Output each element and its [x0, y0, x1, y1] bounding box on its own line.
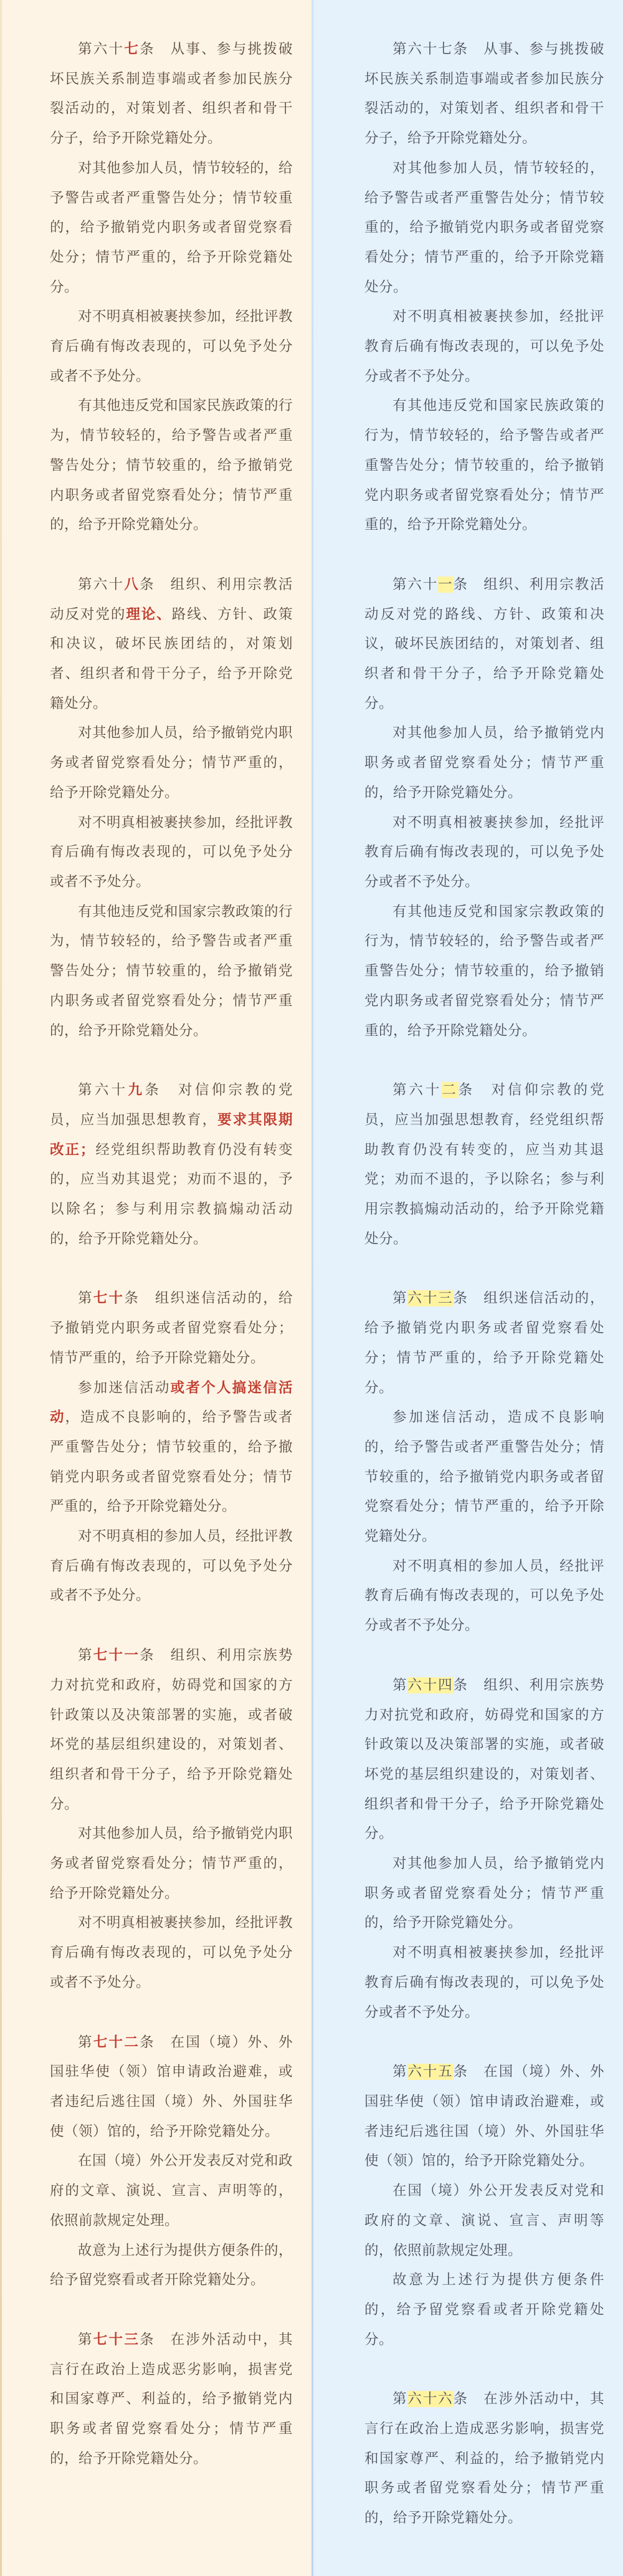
article-heading-paragraph: [364, 1671, 604, 1849]
right-article: [364, 570, 604, 1046]
article-paragraph: [50, 808, 293, 898]
right-article: [364, 1671, 604, 2028]
article-heading-paragraph: [50, 1284, 293, 1373]
right-column-old-text: [312, 0, 623, 2576]
text-run: 参加迷信活动: [78, 1379, 171, 1396]
article-heading-paragraph: [364, 2057, 604, 2176]
text-run: 对不明真相被裹挟参加，经批评教育后确有悔改表现的，可以免予处分或者不予处分。: [364, 1945, 604, 2021]
revised-text-highlight: 要求其限期改正；: [50, 1111, 293, 1158]
text-run: 有其他违反党和国家民族政策的行为，情节较轻的，给予警告或者严重警告处分；情节较重的，给予撤销党内职务或者留党察看处分；情节严重的，给予开除党籍处分。: [50, 398, 293, 534]
text-run: ，造成不良影响的，给予警告或者严重警告处分；情节较重的，给予撤销党内职务或者留党察看处分；情节严重的，给予开除党籍处分。: [50, 1409, 293, 1515]
article-heading-paragraph: [50, 2325, 293, 2474]
text-run: 条 组织迷信活动的，给予撤销党内职务或者留党察看处分；情节严重的，给予开除党籍处分。: [50, 1290, 293, 1366]
text-run: 对不明真相被裹挟参加，经批评教育后确有悔改表现的，可以免予处分或者不予处分。: [50, 309, 293, 385]
text-run: 条 在国（境）外、外国驻华使（领）馆申请政治避难，或者违纪后逃往国（境）外、外国驻华使（领）馆的，给予开除党籍处分。: [50, 2034, 293, 2140]
article-heading-paragraph: [364, 1076, 604, 1254]
article-paragraph: [50, 2147, 293, 2236]
right-article: [364, 35, 604, 540]
left-article: [50, 1641, 293, 1998]
text-run: 第: [78, 2331, 93, 2348]
text-run: 对不明真相被裹挟参加，经批评教育后确有悔改表现的，可以免予处分或者不予处分。: [50, 1915, 293, 1991]
revised-text-highlight: 七十一: [93, 1647, 140, 1664]
text-run: 路线、方针、政策和决议，破坏民族团结的，对策划者、组织者和骨干分子，给予开除党籍处分。: [50, 606, 293, 712]
text-run: 参加迷信活动，造成不良影响的，给予警告或者严重警告处分；情节较重的，给予撤销党内职务或者留党察看处分；情节严重的，给予开除党籍处分。: [364, 1409, 604, 1545]
article-paragraph: [364, 154, 604, 303]
text-run: 对不明真相的参加人员，经批评教育后确有悔改表现的，可以免予处分或者不予处分。: [50, 1528, 293, 1604]
text-run: 条 对信仰宗教的党员，应当加强思想教育，: [50, 1082, 293, 1128]
left-article: [50, 35, 293, 540]
changed-number-highlight: 六十三: [407, 1290, 454, 1307]
article-paragraph: [364, 391, 604, 540]
text-run: 第: [392, 2064, 408, 2080]
article-heading-paragraph: [364, 1284, 604, 1403]
article-paragraph: [50, 1374, 293, 1523]
article-heading-paragraph: [364, 2385, 604, 2534]
text-run: 经党组织帮助教育仍没有转变的，应当劝其退党；劝而不退的，予以除名；参与利用宗教搞煽动活动的，给予开除党籍处分。: [50, 1141, 293, 1247]
left-article: [50, 1284, 293, 1611]
right-article: [364, 1284, 604, 1640]
text-run: 第六十七条 从事、参与挑拨破坏民族关系制造事端或者参加民族分裂活动的，对策划者、组织者和骨干分子，给予开除党籍处分。: [364, 41, 604, 147]
left-article: [50, 2325, 293, 2474]
revised-text-highlight: 或者个人搞迷信活动: [50, 1379, 293, 1426]
text-run: 有其他违反党和国家宗教政策的行为，情节较轻的，给予警告或者严重警告处分；情节较重的，给予撤销党内职务或者留党察看处分；情节严重的，给予开除党籍处分。: [50, 903, 293, 1039]
revised-text-highlight: 七: [124, 41, 140, 57]
text-run: 对其他参加人员，给予撤销党内职务或者留党察看处分；情节严重的，给予开除党籍处分。: [364, 725, 604, 801]
article-paragraph: [364, 719, 604, 808]
article-paragraph: [364, 1403, 604, 1552]
text-run: 第六十: [78, 41, 125, 57]
article-paragraph: [364, 2176, 604, 2266]
article-paragraph: [50, 719, 293, 808]
text-run: 条 组织、利用宗族势力对抗党和政府，妨碍党和国家的方针政策以及决策部署的实施，或者破坏党的基层组织建设的，对策划者、组织者和骨干分子，给予开除党籍处分。: [50, 1647, 293, 1812]
text-run: 对其他参加人员，给予撤销党内职务或者留党察看处分；情节严重的，给予开除党籍处分。: [50, 1826, 293, 1902]
text-run: 条 在国（境）外、外国驻华使（领）馆申请政治避难，或者违纪后逃往国（境）外、外国驻华使（领）馆的，给予开除党籍处分。: [364, 2064, 604, 2170]
text-run: 第: [78, 1647, 93, 1664]
text-run: 第六十: [78, 1082, 128, 1099]
article-paragraph: [364, 2266, 604, 2355]
changed-number-highlight: 六十五: [407, 2064, 454, 2080]
article-paragraph: [50, 302, 293, 391]
changed-number-highlight: 二: [442, 1082, 459, 1099]
text-run: 条 组织迷信活动的，给予撤销党内职务或者留党察看处分；情节严重的，给予开除党籍处分。: [364, 1290, 604, 1396]
text-run: 对不明真相的参加人员，经批评教育后确有悔改表现的，可以免予处分或者不予处分。: [364, 1558, 604, 1634]
text-run: 第六十: [392, 576, 439, 593]
text-run: 故意为上述行为提供方便条件的，给予留党察看或者开除党籍处分。: [50, 2242, 293, 2289]
article-heading-paragraph: [50, 35, 293, 154]
text-run: 对不明真相被裹挟参加，经批评教育后确有悔改表现的，可以免予处分或者不予处分。: [50, 814, 293, 890]
article-paragraph: [50, 1908, 293, 1998]
text-run: 条 对信仰宗教的党员，应当加强思想教育，经党组织帮助教育仍没有转变的，应当劝其退党；劝而不退的，予以除名；参与利用宗教搞煽动活动的，给予开除党籍处分。: [364, 1082, 604, 1247]
article-paragraph: [364, 898, 604, 1046]
text-run: 条 组织、利用宗教活动反对党的路线、方针、政策和决议，破坏民族团结的，对策划者、组织者和骨干分子，给予开除党籍处分。: [364, 576, 604, 712]
right-article: [364, 2385, 604, 2534]
article-heading-paragraph: [50, 2028, 293, 2147]
text-run: 条 从事、参与挑拨破坏民族关系制造事端或者参加民族分裂活动的，对策划者、组织者和骨干分子，给予开除党籍处分。: [50, 41, 293, 147]
left-article: [50, 1076, 293, 1254]
article-paragraph: [364, 808, 604, 898]
text-run: 在国（境）外公开发表反对党和政府的文章、演说、宣言、声明等的，依照前款规定处理。: [364, 2183, 604, 2259]
text-run: 故意为上述行为提供方便条件的，给予留党察看或者开除党籍处分。: [364, 2272, 604, 2348]
text-run: 对其他参加人员，情节较轻的，给予警告或者严重警告处分；情节较重的，给予撤销党内职务或者留党察看处分；情节严重的，给予开除党籍处分。: [364, 160, 604, 295]
article-heading-paragraph: [364, 570, 604, 719]
article-paragraph: [50, 154, 293, 303]
article-paragraph: [50, 2236, 293, 2296]
text-run: 第: [392, 2391, 408, 2408]
text-run: 条 组织、利用宗教活动反对党的: [50, 576, 293, 623]
text-run: 有其他违反党和国家民族政策的行为，情节较轻的，给予警告或者严重警告处分；情节较重的，给予撤销党内职务或者留党察看处分；情节严重的，给予开除党籍处分。: [364, 398, 604, 534]
text-run: 在国（境）外公开发表反对党和政府的文章、演说、宣言、声明等的，依照前款规定处理。: [50, 2153, 293, 2229]
text-run: 第六十: [78, 576, 125, 593]
revised-text-highlight: 理论、: [126, 606, 172, 623]
right-article: [364, 1076, 604, 1254]
text-run: 第六十: [392, 1082, 442, 1099]
right-article: [364, 2057, 604, 2355]
article-paragraph: [364, 302, 604, 391]
text-run: 条 在涉外活动中，其言行在政治上造成恶劣影响，损害党和国家尊严、利益的，给予撤销党内职务或者留党察看处分；情节严重的，给予开除党籍处分。: [364, 2391, 604, 2527]
revised-text-highlight: 八: [124, 576, 140, 593]
article-paragraph: [364, 1552, 604, 1641]
text-run: 有其他违反党和国家宗教政策的行为，情节较轻的，给予警告或者严重警告处分；情节较重的，给予撤销党内职务或者留党察看处分；情节严重的，给予开除党籍处分。: [364, 903, 604, 1039]
text-run: 第: [392, 1290, 408, 1307]
text-run: 条 组织、利用宗族势力对抗党和政府，妨碍党和国家的方针政策以及决策部署的实施，或者破坏党的基层组织建设的，对策划者、组织者和骨干分子，给予开除党籍处分。: [364, 1677, 604, 1842]
article-paragraph: [364, 1938, 604, 2028]
left-article: [50, 2028, 293, 2296]
changed-number-highlight: 六十六: [407, 2391, 454, 2408]
revised-text-highlight: 七十: [93, 1290, 125, 1307]
changed-number-highlight: 一: [438, 576, 454, 593]
article-paragraph: [50, 1819, 293, 1908]
article-heading-paragraph: [50, 1641, 293, 1819]
text-run: 第: [78, 1290, 93, 1307]
text-run: 对不明真相被裹挟参加，经批评教育后确有悔改表现的，可以免予处分或者不予处分。: [364, 814, 604, 890]
text-run: 第: [392, 1677, 408, 1693]
text-run: 对其他参加人员，给予撤销党内职务或者留党察看处分；情节严重的，给予开除党籍处分。: [50, 725, 293, 801]
text-run: 条 在涉外活动中，其言行在政治上造成恶劣影响，损害党和国家尊严、利益的，给予撤销党内职务或者留党察看处分；情节严重的，给予开除党籍处分。: [50, 2331, 293, 2467]
article-paragraph: [50, 391, 293, 540]
changed-number-highlight: 六十四: [407, 1677, 454, 1693]
text-run: 对其他参加人员，给予撤销党内职务或者留党察看处分；情节严重的，给予开除党籍处分。: [364, 1855, 604, 1932]
text-run: 对不明真相被裹挟参加，经批评教育后确有悔改表现的，可以免予处分或者不予处分。: [364, 309, 604, 385]
text-run: 第: [78, 2034, 93, 2051]
article-heading-paragraph: [364, 35, 604, 154]
revised-text-highlight: 九: [128, 1082, 145, 1099]
article-heading-paragraph: [50, 1076, 293, 1254]
left-article: [50, 570, 293, 1046]
article-paragraph: [50, 1522, 293, 1611]
text-run: 对其他参加人员，情节较轻的，给予警告或者严重警告处分；情节较重的，给予撤销党内职务或者留党察看处分；情节严重的，给予开除党籍处分。: [50, 160, 293, 295]
article-paragraph: [364, 1849, 604, 1938]
article-paragraph: [50, 898, 293, 1046]
revised-text-highlight: 七十二: [93, 2034, 140, 2051]
article-heading-paragraph: [50, 570, 293, 719]
revised-text-highlight: 七十三: [93, 2331, 140, 2348]
